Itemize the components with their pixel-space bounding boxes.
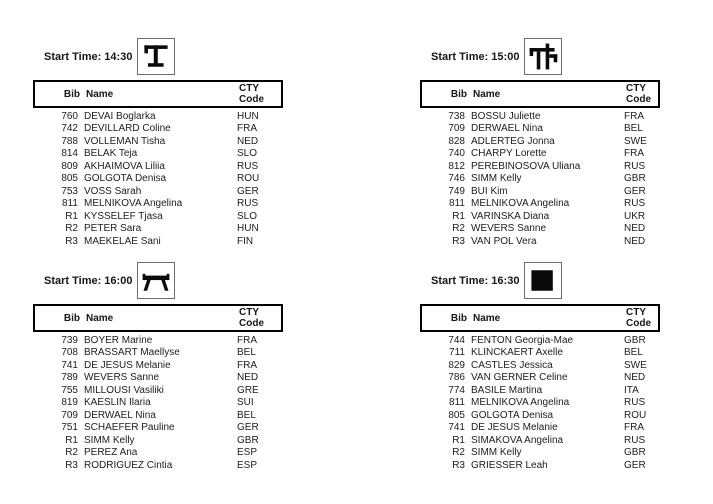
cty-code-cell: RUS bbox=[237, 198, 259, 210]
cty-line1: CTY bbox=[239, 83, 259, 94]
table-row bbox=[33, 223, 283, 235]
table-header bbox=[420, 80, 660, 108]
cty-code-cell: GBR bbox=[624, 335, 646, 346]
bib-cell: 786 bbox=[448, 372, 465, 384]
bib-cell: R2 bbox=[65, 447, 78, 459]
table-row bbox=[33, 123, 283, 135]
name-cell: SIMAKOVA Angelina bbox=[471, 434, 564, 446]
name-cell: VARINSKA Diana bbox=[471, 210, 550, 222]
cty-code-cell: BEL bbox=[624, 347, 643, 359]
name-cell: DE JESUS Melanie bbox=[84, 359, 171, 371]
cty-code-cell: GBR bbox=[624, 447, 646, 459]
name-cell: SIMM Kelly bbox=[471, 447, 522, 459]
cty-code-cell: BEL bbox=[237, 347, 256, 359]
cty-code-cell: RUS bbox=[624, 397, 646, 409]
table-row bbox=[420, 435, 660, 447]
name-cell: SIMM Kelly bbox=[84, 434, 135, 446]
cty-line2: Code bbox=[626, 94, 651, 105]
cty-code-cell: GER bbox=[237, 422, 259, 434]
cty-code-cell: RUS bbox=[624, 198, 646, 210]
bib-cell: R1 bbox=[452, 210, 465, 222]
table-row bbox=[420, 111, 660, 123]
column-header-name: Name bbox=[473, 312, 501, 324]
start-time-label: Start Time: 16:00 bbox=[44, 275, 133, 287]
bib-cell: 811 bbox=[449, 397, 465, 409]
bib-cell: 809 bbox=[61, 160, 78, 172]
table-row bbox=[420, 186, 660, 198]
bib-cell: 829 bbox=[448, 359, 465, 371]
bib-cell: 774 bbox=[448, 384, 465, 396]
name-cell: CHARPY Lorette bbox=[471, 148, 547, 160]
bib-cell: R2 bbox=[452, 223, 465, 235]
cty-code-cell: GBR bbox=[237, 434, 259, 446]
bib-cell: 708 bbox=[61, 347, 78, 359]
cty-code-cell: ROU bbox=[624, 409, 647, 421]
name-cell: WEVERS Sanne bbox=[84, 372, 160, 384]
bib-cell: 788 bbox=[61, 135, 78, 147]
column-header-bib: Bib bbox=[450, 312, 467, 324]
name-cell: DE JESUS Melanie bbox=[471, 422, 558, 434]
session-uneven-bars bbox=[420, 38, 660, 248]
session-header bbox=[420, 262, 660, 304]
name-cell: MELNIKOVA Angelina bbox=[84, 198, 183, 210]
table-row bbox=[420, 372, 660, 384]
table-row bbox=[33, 173, 283, 185]
name-cell: MILLOUSI Vasiliki bbox=[84, 384, 164, 396]
name-cell: GOLGOTA Denisa bbox=[471, 409, 554, 421]
name-cell: DERWAEL Nina bbox=[84, 409, 156, 421]
table-row bbox=[420, 136, 660, 148]
name-cell: VAN POL Vera bbox=[471, 235, 537, 247]
cty-code-cell: FRA bbox=[624, 148, 644, 160]
bib-cell: R3 bbox=[65, 235, 78, 247]
table-row bbox=[33, 198, 283, 210]
table-row bbox=[420, 447, 660, 459]
table-row bbox=[420, 211, 660, 223]
bib-cell: R3 bbox=[65, 459, 78, 471]
cty-code-cell: ESP bbox=[237, 447, 258, 459]
bib-cell: 741 bbox=[61, 359, 78, 371]
cty-code-cell: ITA bbox=[624, 384, 639, 396]
bib-cell: 811 bbox=[449, 198, 465, 210]
bib-cell: 744 bbox=[448, 335, 465, 346]
table-row bbox=[33, 111, 283, 123]
table-header bbox=[420, 304, 660, 332]
start-time-label: Start Time: 14:30 bbox=[44, 51, 133, 63]
table-row bbox=[420, 161, 660, 173]
cty-code-cell: HUN bbox=[237, 111, 259, 122]
start-time-label: Start Time: 16:30 bbox=[431, 275, 520, 287]
session-header bbox=[420, 38, 660, 80]
table-row bbox=[33, 335, 283, 347]
bib-cell: 811 bbox=[62, 198, 78, 210]
cty-code-cell: GRE bbox=[237, 384, 259, 396]
name-cell: PEREBINOSOVA Uliana bbox=[471, 160, 581, 172]
bib-cell: 709 bbox=[61, 409, 78, 421]
name-cell: WEVERS Sanne bbox=[471, 223, 547, 235]
bib-cell: 753 bbox=[61, 185, 78, 197]
table-row bbox=[33, 148, 283, 160]
start-list-rows bbox=[420, 111, 660, 248]
table-row bbox=[33, 136, 283, 148]
bib-cell: 742 bbox=[61, 123, 78, 135]
apparatus-icon-box bbox=[524, 262, 562, 299]
name-cell: GRIESSER Leah bbox=[471, 459, 548, 471]
name-cell: VAN GERNER Celine bbox=[471, 372, 568, 384]
table-row bbox=[420, 123, 660, 135]
name-cell: CASTLES Jessica bbox=[471, 359, 553, 371]
name-cell: DERWAEL Nina bbox=[471, 123, 543, 135]
bib-cell: 755 bbox=[61, 384, 78, 396]
name-cell: FENTON Georgia-Mae bbox=[471, 335, 574, 346]
name-cell: BASILE Martina bbox=[471, 384, 543, 396]
cty-line2: Code bbox=[626, 318, 651, 329]
table-row bbox=[33, 460, 283, 472]
table-row bbox=[33, 186, 283, 198]
name-cell: PETER Sara bbox=[84, 223, 142, 235]
table-row bbox=[420, 236, 660, 248]
column-header-name: Name bbox=[86, 312, 114, 324]
cty-code-cell: NED bbox=[237, 372, 259, 384]
cty-code-cell: SLO bbox=[237, 148, 258, 160]
bib-cell: 789 bbox=[61, 372, 78, 384]
bib-cell: 814 bbox=[61, 148, 78, 160]
cty-code-cell: FRA bbox=[237, 335, 257, 346]
bib-cell: 751 bbox=[61, 422, 78, 434]
bib-cell: R3 bbox=[452, 235, 465, 247]
balance-beam-icon bbox=[139, 264, 173, 297]
start-list-rows bbox=[33, 111, 283, 248]
table-row bbox=[33, 422, 283, 434]
cty-code-cell: SWE bbox=[624, 359, 647, 371]
bib-cell: 805 bbox=[61, 173, 78, 185]
cty-code-cell: GER bbox=[237, 185, 259, 197]
table-row bbox=[33, 236, 283, 248]
column-header-cty-code bbox=[626, 307, 651, 329]
column-header-cty-code bbox=[626, 83, 651, 105]
table-row bbox=[33, 372, 283, 384]
cty-code-cell: RUS bbox=[624, 160, 646, 172]
name-cell: BUI Kim bbox=[471, 185, 508, 197]
table-row bbox=[33, 360, 283, 372]
start-time-label: Start Time: 15:00 bbox=[431, 51, 520, 63]
bib-cell: 711 bbox=[449, 347, 465, 359]
bib-cell: 828 bbox=[448, 135, 465, 147]
table-row bbox=[420, 335, 660, 347]
bib-cell: R1 bbox=[65, 210, 78, 222]
bib-cell: 749 bbox=[448, 185, 465, 197]
table-row bbox=[420, 460, 660, 472]
column-header-cty-code bbox=[239, 83, 264, 105]
column-header-name: Name bbox=[473, 88, 501, 100]
table-row bbox=[33, 435, 283, 447]
column-header-bib: Bib bbox=[450, 88, 467, 100]
table-row bbox=[33, 410, 283, 422]
cty-code-cell: FRA bbox=[237, 359, 257, 371]
column-header-cty-code bbox=[239, 307, 264, 329]
bib-cell: R2 bbox=[65, 223, 78, 235]
table-row bbox=[420, 385, 660, 397]
name-cell: DEVILLARD Coline bbox=[84, 123, 171, 135]
bib-cell: 739 bbox=[61, 335, 78, 346]
cty-code-cell: RUS bbox=[624, 434, 646, 446]
table-row bbox=[420, 397, 660, 409]
cty-line1: CTY bbox=[626, 83, 646, 94]
column-header-name: Name bbox=[86, 88, 114, 100]
cty-code-cell: ESP bbox=[237, 459, 258, 471]
name-cell: KYSSELEF Tjasa bbox=[84, 210, 163, 222]
table-row bbox=[420, 148, 660, 160]
cty-code-cell: FRA bbox=[624, 422, 644, 434]
table-row bbox=[420, 173, 660, 185]
bib-cell: R1 bbox=[65, 434, 78, 446]
bib-cell: 746 bbox=[448, 173, 465, 185]
apparatus-icon-box bbox=[137, 262, 175, 299]
bib-cell: R3 bbox=[452, 459, 465, 471]
name-cell: VOLLEMAN Tisha bbox=[84, 135, 166, 147]
cty-code-cell: FRA bbox=[237, 123, 257, 135]
table-row bbox=[420, 347, 660, 359]
cty-code-cell: FIN bbox=[237, 235, 254, 247]
uneven-bars-icon bbox=[526, 40, 560, 73]
cty-code-cell: FRA bbox=[624, 111, 644, 122]
cty-code-cell: HUN bbox=[237, 223, 259, 235]
table-header bbox=[33, 80, 283, 108]
apparatus-icon-box bbox=[137, 38, 175, 75]
name-cell: AKHAIMOVA Liliia bbox=[84, 160, 165, 172]
name-cell: BOSSU Juliette bbox=[471, 111, 541, 122]
name-cell: MELNIKOVA Angelina bbox=[471, 397, 570, 409]
cty-code-cell: NED bbox=[624, 235, 646, 247]
bib-cell: 760 bbox=[61, 111, 78, 122]
cty-code-cell: BEL bbox=[624, 123, 643, 135]
name-cell: SIMM Kelly bbox=[471, 173, 522, 185]
cty-line2: Code bbox=[239, 318, 264, 329]
name-cell: GOLGOTA Denisa bbox=[84, 173, 167, 185]
column-header-bib: Bib bbox=[63, 88, 80, 100]
bib-cell: 738 bbox=[448, 111, 465, 122]
bib-cell: 709 bbox=[448, 123, 465, 135]
table-row bbox=[420, 198, 660, 210]
cty-line2: Code bbox=[239, 94, 264, 105]
start-list-rows bbox=[33, 335, 283, 472]
name-cell: KAESLIN Ilaria bbox=[84, 397, 151, 409]
name-cell: ADLERTEG Jonna bbox=[471, 135, 555, 147]
name-cell: BOYER Marine bbox=[84, 335, 153, 346]
vault-icon bbox=[139, 40, 173, 73]
apparatus-icon-box bbox=[524, 38, 562, 75]
name-cell: MAEKELAE Sani bbox=[84, 235, 161, 247]
bib-cell: 819 bbox=[61, 397, 78, 409]
name-cell: VOSS Sarah bbox=[84, 185, 142, 197]
bib-cell: R2 bbox=[452, 447, 465, 459]
cty-code-cell: SUI bbox=[237, 397, 254, 409]
cty-code-cell: RUS bbox=[237, 160, 259, 172]
table-row bbox=[420, 422, 660, 434]
cty-code-cell: NED bbox=[624, 372, 646, 384]
column-header-bib: Bib bbox=[63, 312, 80, 324]
bib-cell: 812 bbox=[448, 160, 465, 172]
table-row bbox=[33, 161, 283, 173]
floor-icon bbox=[526, 264, 560, 297]
table-row bbox=[33, 385, 283, 397]
name-cell: RODRIGUEZ Cintia bbox=[84, 459, 173, 471]
name-cell: MELNIKOVA Angelina bbox=[471, 198, 570, 210]
table-row bbox=[420, 360, 660, 372]
cty-code-cell: NED bbox=[237, 135, 259, 147]
cty-code-cell: SWE bbox=[624, 135, 647, 147]
bib-cell: 740 bbox=[448, 148, 465, 160]
table-header bbox=[33, 304, 283, 332]
cty-code-cell: ROU bbox=[237, 173, 260, 185]
session-header bbox=[33, 38, 283, 80]
bib-cell: 741 bbox=[448, 422, 465, 434]
table-row bbox=[33, 347, 283, 359]
cty-code-cell: NED bbox=[624, 223, 646, 235]
cty-code-cell: GBR bbox=[624, 173, 646, 185]
cty-code-cell: GER bbox=[624, 185, 646, 197]
name-cell: BELAK Teja bbox=[84, 148, 138, 160]
start-list-rows bbox=[420, 335, 660, 472]
table-row bbox=[33, 447, 283, 459]
name-cell: DEVAI Boglarka bbox=[84, 111, 156, 122]
cty-code-cell: SLO bbox=[237, 210, 258, 222]
name-cell: SCHAEFER Pauline bbox=[84, 422, 175, 434]
table-row bbox=[420, 223, 660, 235]
cty-line1: CTY bbox=[239, 307, 259, 318]
cty-code-cell: BEL bbox=[237, 409, 256, 421]
cty-code-cell: GER bbox=[624, 459, 646, 471]
name-cell: BRASSART Maellyse bbox=[84, 347, 180, 359]
cty-line1: CTY bbox=[626, 307, 646, 318]
name-cell: KLINCKAERT Axelle bbox=[471, 347, 563, 359]
name-cell: PEREZ Ana bbox=[84, 447, 138, 459]
cty-code-cell: UKR bbox=[624, 210, 646, 222]
session-floor bbox=[420, 262, 660, 472]
session-vault bbox=[33, 38, 283, 248]
table-row bbox=[33, 397, 283, 409]
table-row bbox=[420, 410, 660, 422]
session-header bbox=[33, 262, 283, 304]
bib-cell: 805 bbox=[448, 409, 465, 421]
bib-cell: R1 bbox=[452, 434, 465, 446]
session-balance-beam bbox=[33, 262, 283, 472]
table-row bbox=[33, 211, 283, 223]
